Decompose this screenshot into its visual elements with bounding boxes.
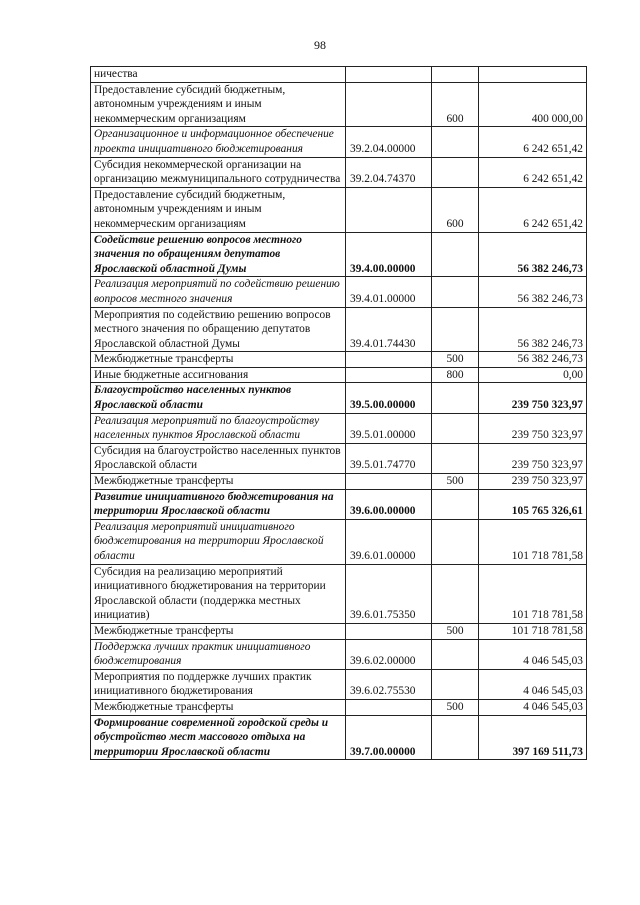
- row-type: [432, 489, 479, 519]
- row-sum: 105 765 326,61: [479, 489, 587, 519]
- table-row: [91, 157, 587, 187]
- table-row: [91, 187, 587, 232]
- row-type: [432, 67, 479, 83]
- row-code: [346, 623, 432, 639]
- row-type: 500: [432, 623, 479, 639]
- row-type: 500: [432, 699, 479, 715]
- table-row: [91, 367, 587, 383]
- row-code: 39.4.01.00000: [346, 277, 432, 307]
- row-sum: 239 750 323,97: [479, 383, 587, 413]
- row-sum: 101 718 781,58: [479, 564, 587, 623]
- row-name: Благоустройство населенных пунктов Ярославской области: [91, 383, 346, 413]
- row-type: [432, 157, 479, 187]
- budget-table-body: [91, 67, 587, 760]
- row-type: [432, 413, 479, 443]
- row-name: Формирование современной городской среды и обустройство мест массового отдыха на территории Ярославской области: [91, 715, 346, 760]
- row-type: 600: [432, 187, 479, 232]
- row-name: Поддержка лучших практик инициативного бюджетирования: [91, 639, 346, 669]
- row-code: 39.6.01.75350: [346, 564, 432, 623]
- row-sum: 101 718 781,58: [479, 519, 587, 564]
- row-sum: 56 382 246,73: [479, 307, 587, 352]
- table-row: [91, 277, 587, 307]
- row-code: 39.6.00.00000: [346, 489, 432, 519]
- table-row: [91, 489, 587, 519]
- table-row: [91, 639, 587, 669]
- table-row: [91, 474, 587, 490]
- row-type: [432, 307, 479, 352]
- table-row: [91, 67, 587, 83]
- row-type: [432, 127, 479, 157]
- row-type: [432, 443, 479, 473]
- table-row: [91, 623, 587, 639]
- row-code: 39.6.02.75530: [346, 669, 432, 699]
- row-sum: 6 242 651,42: [479, 127, 587, 157]
- budget-table: [90, 66, 587, 760]
- row-type: [432, 715, 479, 760]
- table-row: [91, 383, 587, 413]
- table-row: [91, 232, 587, 277]
- row-code: 39.2.04.00000: [346, 127, 432, 157]
- row-sum: [479, 67, 587, 83]
- row-name: Содействие решению вопросов местного значения по обращениям депутатов Ярославской областной Думы: [91, 232, 346, 277]
- table-row: [91, 519, 587, 564]
- row-sum: 397 169 511,73: [479, 715, 587, 760]
- table-row: [91, 564, 587, 623]
- row-sum: 0,00: [479, 367, 587, 383]
- row-sum: 239 750 323,97: [479, 413, 587, 443]
- row-code: 39.2.04.74370: [346, 157, 432, 187]
- row-type: [432, 639, 479, 669]
- table-row: [91, 82, 587, 127]
- row-type: 600: [432, 82, 479, 127]
- table-row: [91, 307, 587, 352]
- row-code: 39.6.01.00000: [346, 519, 432, 564]
- row-name: Межбюджетные трансферты: [91, 699, 346, 715]
- row-name: Предоставление субсидий бюджетным, автономным учреждениям и иным некоммерческим организациям: [91, 187, 346, 232]
- row-code: [346, 82, 432, 127]
- row-name: Мероприятия по содействию решению вопросов местного значения по обращению депутатов Ярославской областной Думы: [91, 307, 346, 352]
- row-type: [432, 277, 479, 307]
- row-sum: 4 046 545,03: [479, 669, 587, 699]
- table-row: [91, 352, 587, 368]
- row-name: Субсидия на реализацию мероприятий инициативного бюджетирования на территории Ярославской области (поддержка местных инициатив): [91, 564, 346, 623]
- table-row: [91, 715, 587, 760]
- row-name: Развитие инициативного бюджетирования на территории Ярославской области: [91, 489, 346, 519]
- row-name: ничества: [91, 67, 346, 83]
- row-sum: 56 382 246,73: [479, 232, 587, 277]
- row-name: Реализация мероприятий по содействию решению вопросов местного значения: [91, 277, 346, 307]
- row-sum: 239 750 323,97: [479, 474, 587, 490]
- row-type: [432, 669, 479, 699]
- row-sum: 4 046 545,03: [479, 639, 587, 669]
- row-code: [346, 367, 432, 383]
- row-code: 39.4.00.00000: [346, 232, 432, 277]
- table-row: [91, 413, 587, 443]
- row-code: 39.4.01.74430: [346, 307, 432, 352]
- row-sum: 6 242 651,42: [479, 157, 587, 187]
- row-sum: 101 718 781,58: [479, 623, 587, 639]
- row-sum: 4 046 545,03: [479, 699, 587, 715]
- table-row: [91, 669, 587, 699]
- row-code: [346, 187, 432, 232]
- row-name: Иные бюджетные ассигнования: [91, 367, 346, 383]
- row-type: [432, 564, 479, 623]
- row-sum: 239 750 323,97: [479, 443, 587, 473]
- row-code: [346, 699, 432, 715]
- table-row: [91, 443, 587, 473]
- row-name: Субсидия некоммерческой организации на организацию межмуниципального сотрудничества: [91, 157, 346, 187]
- row-sum: 56 382 246,73: [479, 277, 587, 307]
- row-code: [346, 67, 432, 83]
- row-code: [346, 352, 432, 368]
- row-name: Предоставление субсидий бюджетным, автономным учреждениям и иным некоммерческим организациям: [91, 82, 346, 127]
- row-type: 500: [432, 352, 479, 368]
- table-row: [91, 127, 587, 157]
- row-name: Реализация мероприятий по благоустройству населенных пунктов Ярославской области: [91, 413, 346, 443]
- row-name: Межбюджетные трансферты: [91, 352, 346, 368]
- row-name: Межбюджетные трансферты: [91, 474, 346, 490]
- row-code: [346, 474, 432, 490]
- row-code: 39.5.00.00000: [346, 383, 432, 413]
- row-type: [432, 232, 479, 277]
- row-name: Реализация мероприятий инициативного бюджетирования на территории Ярославской области: [91, 519, 346, 564]
- row-code: 39.5.01.00000: [346, 413, 432, 443]
- row-type: [432, 383, 479, 413]
- row-code: 39.5.01.74770: [346, 443, 432, 473]
- row-type: [432, 519, 479, 564]
- row-name: Мероприятия по поддержке лучших практик инициативного бюджетирования: [91, 669, 346, 699]
- row-name: Субсидия на благоустройство населенных пунктов Ярославской области: [91, 443, 346, 473]
- row-name: Межбюджетные трансферты: [91, 623, 346, 639]
- row-sum: 56 382 246,73: [479, 352, 587, 368]
- page-number: 98: [314, 38, 326, 52]
- row-name: Организационное и информационное обеспечение проекта инициативного бюджетирования: [91, 127, 346, 157]
- row-sum: 400 000,00: [479, 82, 587, 127]
- table-row: [91, 699, 587, 715]
- row-code: 39.7.00.00000: [346, 715, 432, 760]
- row-type: 500: [432, 474, 479, 490]
- row-type: 800: [432, 367, 479, 383]
- row-sum: 6 242 651,42: [479, 187, 587, 232]
- row-code: 39.6.02.00000: [346, 639, 432, 669]
